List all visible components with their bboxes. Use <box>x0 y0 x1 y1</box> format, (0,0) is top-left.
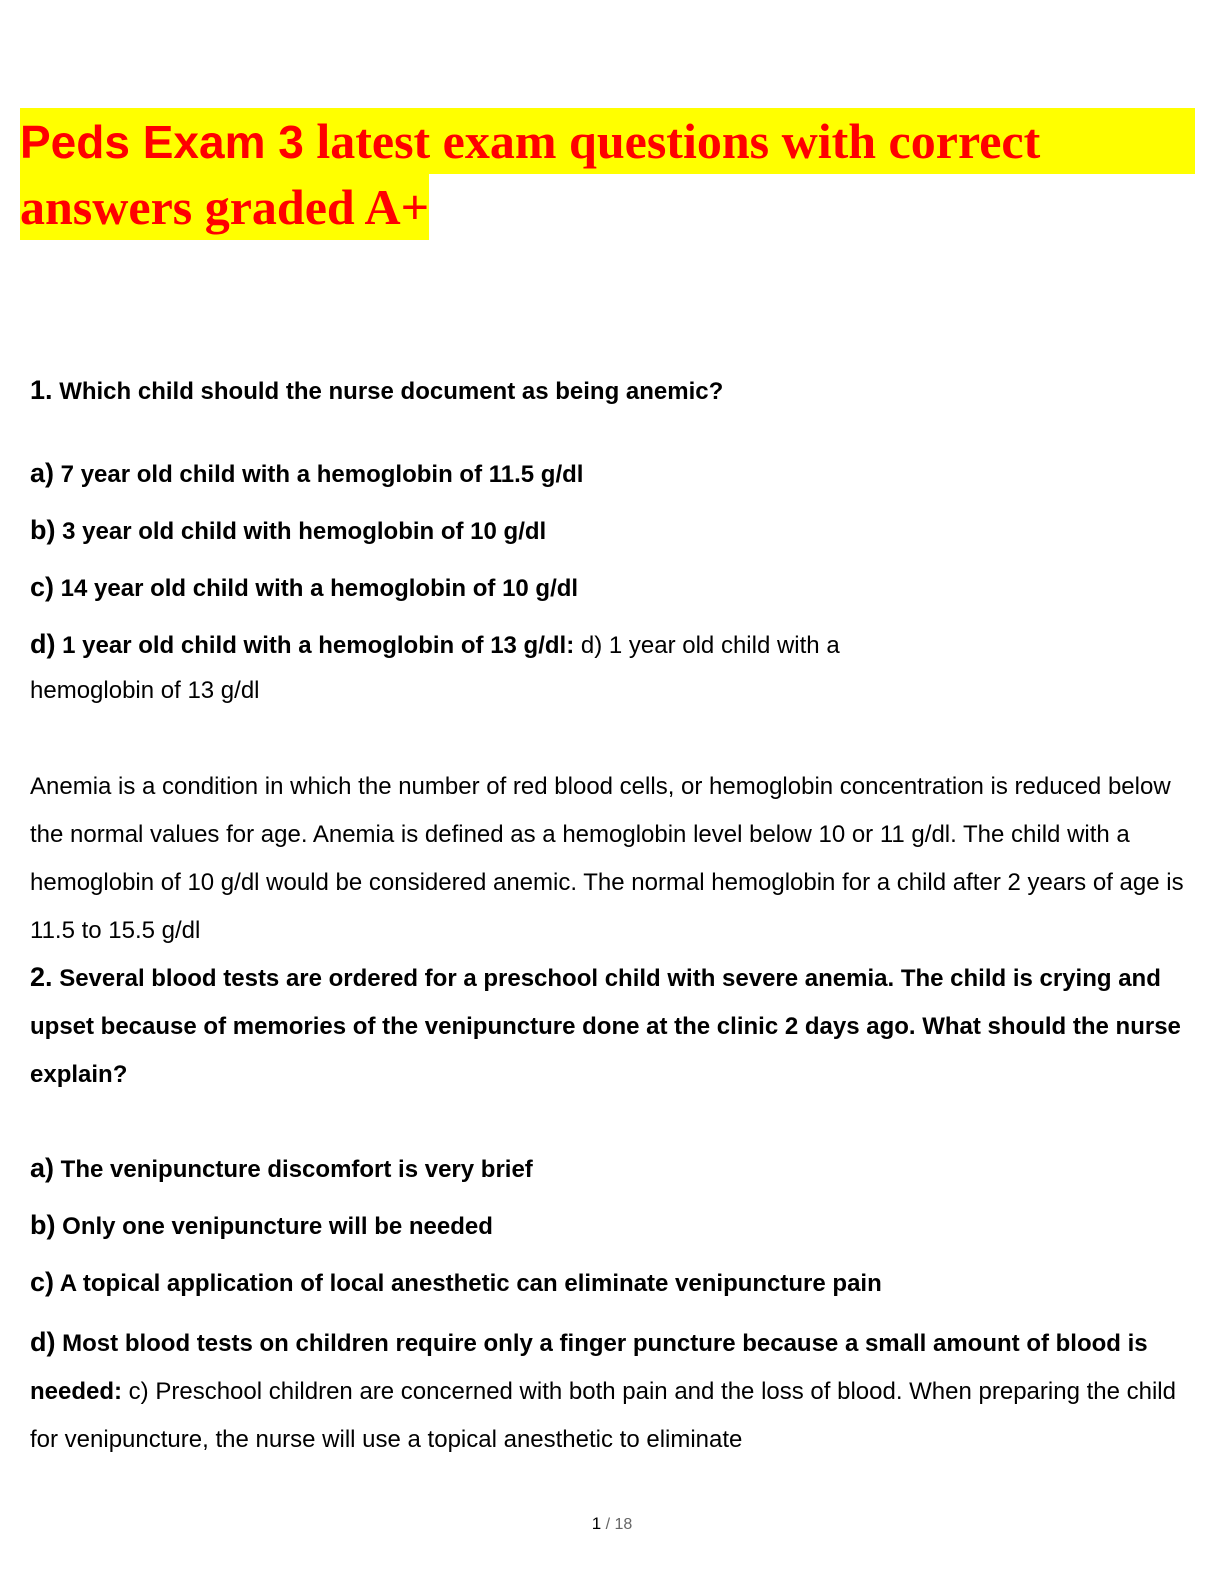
option-text: 7 year old child with a hemoglobin of 11.5 g/dl <box>54 461 584 488</box>
option-b <box>30 515 1195 547</box>
answer-text: c) Preschool children are concerned with both pain and the loss of blood. When preparing the child for venipuncture, the nurse will use a topical anesthetic to eliminate <box>30 1378 1176 1453</box>
option-letter: a) <box>30 458 55 488</box>
option-letter: b) <box>30 515 56 545</box>
question-number: 1. <box>30 375 53 405</box>
option-a <box>30 458 1195 490</box>
option-letter: d) <box>30 629 56 659</box>
option-text: 1 year old child with a hemoglobin of 13 g/dl: <box>55 632 575 659</box>
option-d <box>30 629 1195 661</box>
question-number: 2. <box>30 962 53 992</box>
document-title <box>20 108 1195 240</box>
answer-continuation: hemoglobin of 13 g/dl <box>30 677 260 704</box>
option-b <box>30 1210 1195 1242</box>
option-letter: c) <box>30 1267 55 1297</box>
title-part-2: latest exam questions with correct <box>303 113 1041 169</box>
option-a <box>30 1153 1195 1185</box>
current-page: 1 <box>591 1514 602 1533</box>
answer-text: d) 1 year old child with a <box>574 632 840 659</box>
option-letter: b) <box>30 1210 56 1240</box>
option-text: Only one venipuncture will be needed <box>55 1213 493 1240</box>
option-text: Most blood tests on children require only a finger puncture because a small amount of blood is needed: <box>30 1330 1148 1405</box>
question-text: Several blood tests are ordered for a preschool child with severe anemia. The child is crying and upset because of memories of the venipuncture done at the clinic 2 days ago. What should the nurse explain? <box>30 965 1181 1088</box>
question-2 <box>30 953 1195 1099</box>
option-text: The venipuncture discomfort is very brief <box>54 1156 533 1183</box>
explanation-end: 11.5 to 15.5 g/dl <box>30 917 201 944</box>
total-pages: / 18 <box>601 1516 633 1533</box>
option-c <box>30 1267 1195 1299</box>
option-letter: a) <box>30 1153 55 1183</box>
option-text: 3 year old child with hemoglobin of 10 g/dl <box>55 518 547 545</box>
title-part-3: answers graded A+ <box>20 179 430 235</box>
option-text: A topical application of local anesthetic can eliminate venipuncture pain <box>54 1270 882 1297</box>
option-c <box>30 572 1195 604</box>
document-body <box>30 366 1195 1464</box>
page-indicator <box>0 1514 1224 1534</box>
explanation-paragraph: Anemia is a condition in which the number of red blood cells, or hemoglobin concentration is reduced below the normal values for age. Anemia is defined as a hemoglobin level below 10 or 11 g/dl. The child with a hemoglobin of 10 g/dl would be considered anemic. The normal hemoglobin for a child after 2 years of age is <box>30 773 1184 896</box>
question-1 <box>30 366 1195 416</box>
question-text: Which child should the nurse document as being anemic? <box>52 378 724 405</box>
option-letter: d) <box>30 1327 56 1357</box>
title-line-1 <box>20 108 1195 174</box>
option-letter: c) <box>30 572 55 602</box>
option-d <box>30 1318 1195 1464</box>
title-line-2 <box>20 174 429 240</box>
title-part-1: Peds Exam 3 <box>20 116 304 168</box>
option-text: 14 year old child with a hemoglobin of 10 g/dl <box>54 575 579 602</box>
